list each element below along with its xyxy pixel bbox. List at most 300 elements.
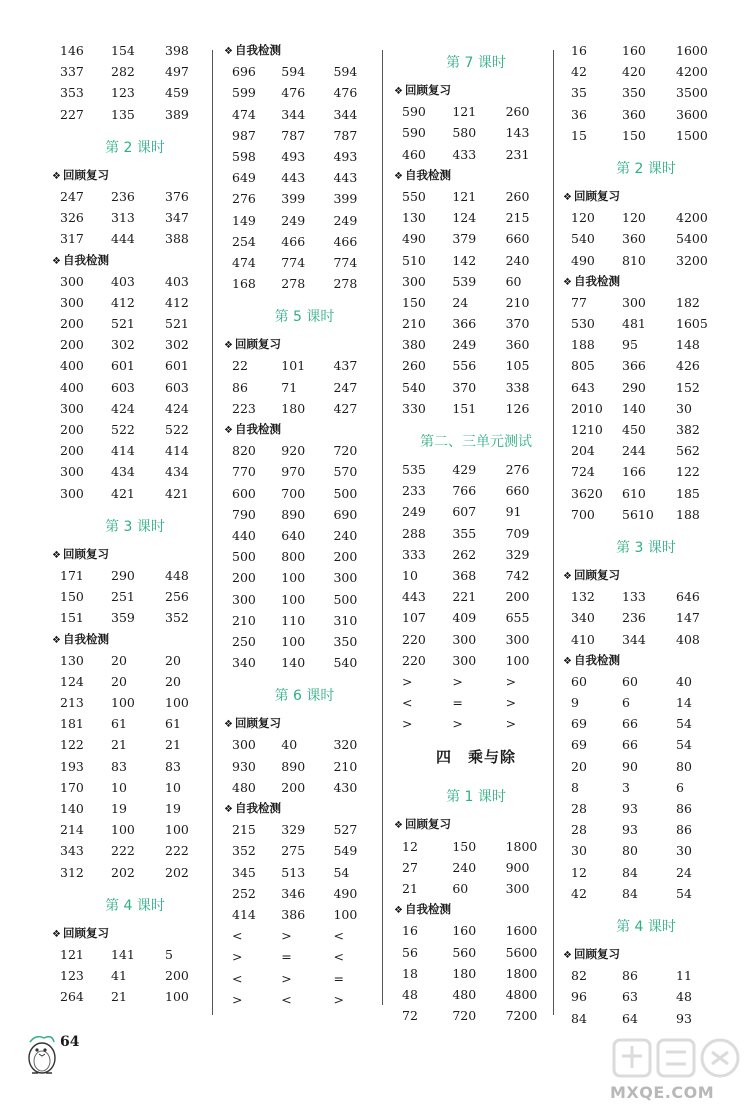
answer-row — [60, 565, 210, 586]
answer-value: > — [402, 716, 413, 732]
answer-value: 421 — [165, 485, 189, 501]
answer-value: 603 — [165, 379, 189, 395]
answer-value: 421 — [111, 485, 135, 501]
answer-value: 344 — [333, 106, 358, 122]
answer-value: 800 — [281, 549, 306, 565]
subsection-heading — [563, 271, 721, 292]
answer-row — [232, 483, 377, 504]
answer-value: 30 — [676, 400, 692, 416]
answer-value: 434 — [111, 464, 135, 480]
answer-value: 16 — [571, 43, 587, 58]
answer-row — [232, 252, 377, 273]
answer-value: 474 — [232, 254, 256, 270]
answer-value: 302 — [165, 337, 189, 353]
penguin-mascot-icon — [22, 1030, 62, 1076]
answer-value: 140 — [60, 801, 84, 816]
answer-value: = — [281, 949, 292, 965]
answer-row — [402, 857, 550, 878]
answer-value: 403 — [165, 273, 189, 289]
answer-row — [232, 734, 377, 755]
answer-value: 344 — [281, 106, 306, 122]
answer-value: 414 — [165, 443, 189, 459]
subsection-heading — [52, 165, 210, 186]
answer-value: 124 — [60, 673, 84, 689]
answer-value: 426 — [676, 358, 700, 374]
answer-value: 220 — [402, 652, 426, 668]
answer-value: 148 — [676, 337, 700, 353]
answer-value: 150 — [452, 838, 477, 854]
answer-row — [60, 461, 210, 482]
answer-value: 8 — [571, 779, 579, 795]
answer-value: 100 — [281, 633, 306, 649]
subsection-label: 自我检测 — [234, 801, 281, 815]
answer-value: 466 — [281, 233, 306, 249]
answer-value: 326 — [60, 210, 84, 226]
answer-row — [402, 565, 550, 586]
answer-value: 100 — [165, 822, 189, 838]
answer-value: > — [402, 673, 413, 689]
answer-value: 346 — [281, 885, 306, 901]
answer-value: 54 — [676, 716, 692, 732]
answer-value: 41 — [111, 968, 127, 984]
answer-value: 424 — [111, 400, 135, 416]
answer-value: 182 — [676, 294, 700, 310]
answer-value: 920 — [281, 443, 306, 459]
answer-value: 459 — [165, 85, 189, 101]
answer-value: 366 — [452, 316, 477, 332]
answer-row — [571, 756, 721, 777]
answer-value: 409 — [452, 610, 477, 626]
answer-value: 15 — [571, 127, 587, 143]
column-divider — [382, 50, 383, 1005]
answer-value: 601 — [111, 358, 135, 374]
subsection-heading — [394, 165, 550, 186]
answer-value: 233 — [402, 483, 426, 499]
answer-value: 530 — [571, 316, 595, 332]
answer-value: 437 — [333, 358, 358, 374]
answer-value: 21 — [402, 881, 418, 896]
answer-value: 540 — [571, 231, 595, 247]
answer-row — [571, 125, 721, 146]
answer-value: 474 — [232, 106, 256, 122]
answer-value: 100 — [505, 652, 530, 668]
answer-row — [60, 334, 210, 355]
answer-value: 300 — [622, 294, 646, 310]
answer-value: 146 — [60, 43, 84, 58]
answer-row — [402, 186, 550, 207]
answer-value: 787 — [333, 127, 358, 143]
answer-value: 215 — [232, 822, 256, 838]
answer-value: 110 — [281, 612, 306, 628]
answer-value: 168 — [232, 276, 256, 292]
answer-value: 210 — [333, 758, 358, 774]
answer-value: 152 — [676, 379, 700, 395]
subsection-label: 回顾复习 — [234, 337, 281, 352]
answer-value: 490 — [333, 885, 358, 901]
answer-value: 10 — [165, 779, 181, 795]
answer-value: 300 — [452, 652, 477, 668]
answer-value: 398 — [165, 43, 189, 58]
answer-value: 643 — [571, 379, 595, 395]
answer-value: 95 — [622, 337, 638, 353]
answer-value: 720 — [452, 1008, 477, 1024]
answer-row — [571, 398, 721, 419]
answer-row — [60, 965, 210, 986]
diamond-bullet-icon: ❖ — [563, 191, 572, 203]
answer-row — [571, 734, 721, 755]
answer-value: 200 — [281, 779, 306, 795]
diamond-bullet-icon: ❖ — [563, 276, 572, 288]
answer-row — [402, 250, 550, 271]
answer-value: 5 — [165, 946, 173, 962]
answer-value: 154 — [111, 43, 135, 58]
answer-value: 220 — [402, 631, 426, 647]
answer-value: 490 — [402, 231, 426, 247]
answer-value: 443 — [402, 589, 426, 605]
answer-value: > — [452, 716, 463, 732]
answer-value: 282 — [111, 64, 135, 80]
answer-value: 21 — [111, 737, 127, 753]
answer-row — [571, 777, 721, 798]
answer-value: 64 — [622, 1010, 638, 1026]
answer-value: 56 — [402, 944, 418, 960]
answer-value: 147 — [676, 610, 700, 626]
diamond-bullet-icon: ❖ — [52, 170, 61, 182]
answer-value: 204 — [571, 443, 595, 459]
answer-value: 24 — [452, 294, 469, 310]
answer-value: 380 — [402, 337, 426, 353]
answer-value: 141 — [111, 946, 135, 962]
answer-row — [402, 377, 550, 398]
diamond-bullet-icon: ❖ — [224, 425, 233, 436]
answer-value: 236 — [111, 188, 135, 204]
answer-value: 300 — [333, 570, 358, 586]
answer-value: 140 — [622, 400, 646, 416]
lesson-heading: 第 6 课时 — [274, 688, 335, 705]
subsection-heading — [224, 419, 377, 440]
answer-value: 420 — [622, 64, 646, 80]
answer-value: 122 — [676, 464, 700, 480]
answer-value: 313 — [111, 210, 135, 226]
answer-row — [232, 546, 377, 567]
answer-value: 240 — [505, 252, 530, 268]
answer-row — [232, 231, 377, 252]
answer-value: 513 — [281, 864, 306, 880]
answer-value: < — [333, 949, 344, 965]
answer-row — [60, 586, 210, 607]
subsection-label: 回顾复习 — [573, 188, 620, 203]
answer-value: 240 — [333, 527, 358, 543]
answer-value: 429 — [452, 462, 477, 477]
answer-value: 360 — [622, 231, 646, 247]
answer-value: 493 — [333, 148, 358, 164]
answer-row — [402, 692, 550, 713]
answer-value: 20 — [571, 758, 587, 774]
answer-value: 500 — [333, 591, 358, 607]
answer-row — [571, 504, 721, 525]
answer-row — [232, 210, 377, 231]
answer-value: 61 — [165, 716, 181, 732]
answer-value: 86 — [622, 968, 638, 984]
answer-row — [571, 250, 721, 271]
answer-row — [60, 61, 210, 82]
answer-row — [60, 82, 210, 103]
answer-value: 20 — [111, 673, 127, 689]
answer-value: 121 — [452, 104, 477, 120]
answer-value: 249 — [281, 212, 306, 228]
answer-value: 700 — [571, 506, 595, 522]
answer-value: 151 — [452, 400, 477, 416]
answer-column-4 — [563, 40, 721, 1029]
answer-row — [402, 101, 550, 122]
answer-value: < — [232, 928, 243, 944]
answer-value: 3620 — [571, 485, 603, 501]
diamond-bullet-icon: ❖ — [52, 634, 61, 646]
answer-row — [232, 82, 377, 103]
answer-value: 556 — [452, 358, 477, 374]
answer-row — [232, 631, 377, 652]
diamond-bullet-icon: ❖ — [52, 928, 61, 940]
diamond-bullet-icon: ❖ — [224, 46, 233, 57]
answer-value: 476 — [333, 85, 358, 101]
answer-row — [571, 692, 721, 713]
answer-row — [402, 398, 550, 419]
answer-row — [232, 125, 377, 146]
answer-value: > — [232, 949, 243, 965]
answer-value: 527 — [333, 822, 358, 838]
answer-value: > — [505, 716, 517, 732]
answer-value: 288 — [402, 525, 426, 541]
answer-row — [402, 1005, 550, 1026]
answer-value: 254 — [232, 233, 256, 249]
answer-value: 101 — [281, 358, 306, 374]
answer-value: 6 — [676, 779, 684, 795]
answer-row — [402, 671, 550, 692]
answer-row — [402, 629, 550, 650]
answer-value: 30 — [676, 843, 692, 859]
answer-value: 120 — [622, 210, 646, 226]
answer-value: 790 — [232, 506, 256, 522]
subsection-heading — [224, 40, 377, 61]
answer-value: 443 — [333, 170, 358, 186]
answer-value: 130 — [60, 652, 84, 668]
answer-value: 890 — [281, 506, 306, 522]
answer-value: < — [232, 970, 243, 986]
answer-value: 340 — [232, 655, 256, 671]
answer-value: 410 — [571, 631, 595, 647]
answer-value: 660 — [505, 231, 530, 247]
answer-row — [232, 904, 377, 925]
answer-value: 66 — [622, 737, 638, 753]
answer-value: 140 — [281, 655, 306, 671]
answer-value: 77 — [571, 294, 587, 310]
answer-value: 276 — [232, 191, 256, 207]
answer-value: 312 — [60, 864, 84, 880]
subsection-label: 自我检测 — [573, 652, 620, 667]
answer-value: 21 — [165, 737, 181, 753]
answer-value: 386 — [281, 906, 306, 922]
subsection-label: 自我检测 — [404, 902, 451, 917]
answer-value: 231 — [505, 146, 530, 162]
answer-value: 1500 — [676, 127, 708, 143]
answer-value: > — [232, 991, 243, 1007]
answer-value: > — [333, 991, 344, 1007]
diamond-bullet-icon: ❖ — [394, 86, 403, 97]
answer-value: 260 — [505, 104, 530, 120]
subsection-heading — [394, 899, 550, 920]
answer-value: 107 — [402, 610, 426, 626]
answer-value: 83 — [111, 758, 127, 774]
diamond-bullet-icon: ❖ — [52, 549, 61, 561]
answer-value: 549 — [333, 843, 358, 859]
subsection-heading — [394, 814, 550, 835]
diamond-bullet-icon: ❖ — [224, 719, 233, 731]
answer-row — [60, 734, 210, 755]
answer-row — [571, 440, 721, 461]
answer-value: 4200 — [676, 64, 708, 80]
answer-value: 590 — [402, 104, 426, 120]
answer-value: 560 — [452, 944, 477, 960]
answer-value: 180 — [281, 400, 306, 416]
answer-value: 200 — [60, 337, 84, 353]
answer-row — [232, 883, 377, 904]
answer-row — [60, 355, 210, 376]
answer-value: 300 — [452, 631, 477, 647]
answer-value: 121 — [452, 188, 477, 204]
answer-value: 121 — [60, 946, 84, 962]
answer-value: > — [505, 673, 517, 689]
answer-value: 300 — [60, 273, 84, 289]
answer-value: 655 — [505, 610, 530, 626]
answer-value: 443 — [281, 170, 306, 186]
answer-value: 251 — [111, 589, 135, 605]
answer-value: 222 — [111, 843, 135, 859]
answer-row — [571, 355, 721, 376]
answer-row — [60, 798, 210, 819]
answer-row — [571, 1008, 721, 1029]
answer-value: 610 — [622, 485, 646, 501]
answer-value: 539 — [452, 273, 477, 289]
answer-row — [60, 292, 210, 313]
answer-value: 223 — [232, 400, 256, 416]
answer-value: 10 — [402, 567, 418, 583]
answer-value: 200 — [165, 968, 189, 984]
answer-value: 337 — [60, 64, 84, 80]
answer-value: 540 — [402, 379, 426, 395]
answer-row — [571, 292, 721, 313]
diamond-bullet-icon: ❖ — [52, 255, 61, 267]
lesson-heading: 第 4 课时 — [616, 918, 676, 935]
answer-row — [571, 883, 721, 904]
subsection-label: 自我检测 — [234, 422, 281, 436]
answer-value: 96 — [571, 989, 587, 1005]
answer-row — [571, 82, 721, 103]
answer-value: 160 — [622, 43, 646, 58]
answer-value: 35 — [571, 85, 587, 101]
answer-value: 222 — [165, 843, 189, 859]
answer-row — [232, 756, 377, 777]
answer-row — [60, 271, 210, 292]
answer-value: 440 — [232, 527, 256, 543]
answer-value: 276 — [505, 462, 530, 477]
answer-row — [60, 607, 210, 628]
answer-value: 166 — [622, 464, 646, 480]
answer-value: 84 — [571, 1010, 587, 1026]
answer-value: 300 — [505, 631, 530, 647]
answer-value: 330 — [402, 400, 426, 416]
answer-row — [60, 207, 210, 228]
answer-value: 86 — [676, 801, 692, 816]
answer-value: 3500 — [676, 85, 708, 101]
answer-value: 350 — [622, 85, 646, 101]
answer-value: 278 — [281, 276, 306, 292]
answer-row — [402, 355, 550, 376]
answer-value: 382 — [676, 422, 700, 437]
answer-value: 200 — [505, 589, 530, 605]
answer-value: 412 — [165, 294, 189, 310]
answer-value: 6 — [622, 695, 630, 711]
answer-value: 444 — [111, 231, 135, 247]
answer-row — [571, 798, 721, 819]
answer-value: 399 — [281, 191, 306, 207]
answer-value: 150 — [622, 127, 646, 143]
answer-value: 522 — [165, 422, 189, 437]
answer-value: 160 — [452, 923, 477, 939]
answer-value: 355 — [452, 525, 477, 541]
answer-value: 227 — [60, 106, 84, 122]
answer-value: 290 — [111, 567, 135, 583]
answer-row — [402, 207, 550, 228]
answer-value: 3600 — [676, 106, 708, 122]
answer-row — [402, 544, 550, 565]
answer-row — [571, 671, 721, 692]
answer-value: 5610 — [622, 506, 654, 522]
answer-value: 370 — [452, 379, 477, 395]
answer-value: 72 — [402, 1008, 418, 1024]
answer-value: 66 — [622, 716, 638, 732]
answer-value: 202 — [165, 864, 189, 880]
answer-value: 213 — [60, 695, 84, 711]
answer-row — [402, 586, 550, 607]
answer-value: 300 — [402, 273, 426, 289]
column-divider — [212, 50, 213, 1015]
answer-value: 249 — [402, 504, 426, 520]
answer-value: 20 — [165, 673, 181, 689]
subsection-label: 自我检测 — [234, 43, 281, 57]
answer-value: 215 — [505, 210, 530, 226]
answer-value: 63 — [622, 989, 638, 1005]
answer-row — [232, 968, 377, 989]
unit-heading: 四 乘与除 — [435, 748, 516, 767]
answer-value: 100 — [281, 591, 306, 607]
answer-value: = — [333, 970, 344, 986]
answer-value: 150 — [402, 294, 426, 310]
answer-value: 61 — [111, 716, 127, 732]
answer-value: 22 — [232, 358, 248, 374]
answer-value: 71 — [281, 379, 298, 395]
answer-value: 550 — [402, 188, 426, 204]
answer-value: 123 — [111, 85, 135, 101]
answer-value: 742 — [505, 567, 530, 583]
answer-value: 193 — [60, 758, 84, 774]
answer-value: 124 — [452, 210, 477, 226]
answer-value: 69 — [571, 737, 587, 753]
subsection-label: 回顾复习 — [234, 716, 281, 731]
answer-value: 300 — [60, 400, 84, 416]
answer-value: 10 — [111, 779, 127, 795]
answer-value: 389 — [165, 106, 189, 122]
answer-value: 300 — [232, 591, 256, 607]
